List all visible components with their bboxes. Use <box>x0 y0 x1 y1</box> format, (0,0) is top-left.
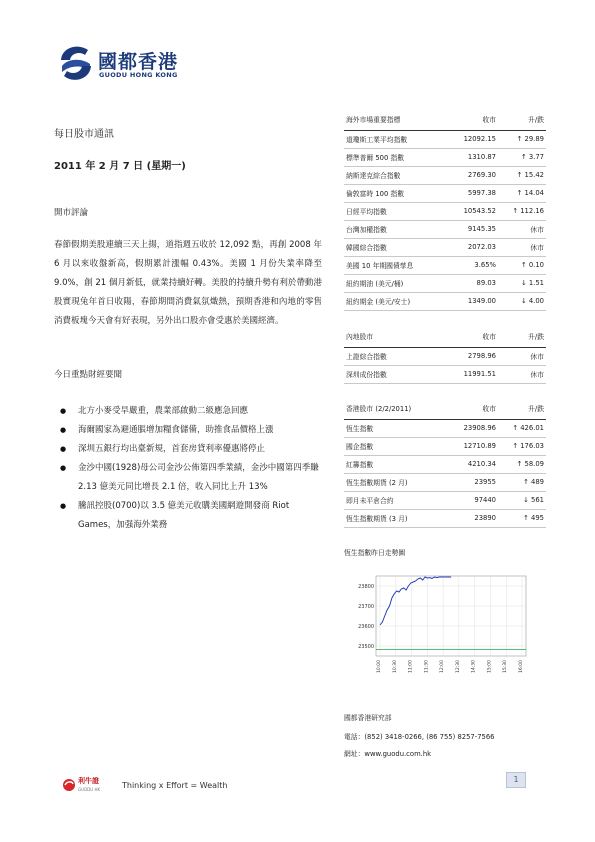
logo-mark-icon <box>58 44 94 82</box>
commentary-text: 春節假期美股連續三天上揚，道指週五收於 12,092 點，再創 2008 年 6 月以來收盤新高，假期累計漲幅 0.43%。美國 1 月份失業率降至 9.0%，創 21 個月新低，就業持續好轉。美股的持續升勢有利於帶動港股實現兔年首日收陽，春節期間消費氣氛熾熱，預期香港和內地的零售消費板塊今天會有好表現，另外出口股亦會受惠於美國經濟。 <box>54 240 322 326</box>
contact-phone: 電話：(852) 3418-0266, (86 755) 8257-7566 <box>344 733 495 741</box>
change-value: ↑ 0.10 <box>521 261 544 269</box>
table-header-row <box>344 325 546 347</box>
column-header: 海外市場重要指標 <box>344 108 448 130</box>
table-row <box>344 473 546 491</box>
company-logo <box>58 44 218 84</box>
table-row <box>344 238 546 256</box>
logo-name: 國都香港 <box>98 51 179 73</box>
news-item: ● 深圳五銀行均出臺新規，首套房貸利率優惠將停止 <box>60 440 322 459</box>
index-name: 日經平均指數 <box>346 208 387 216</box>
column-header: 收市 <box>448 108 498 130</box>
close-value: 97440 <box>474 496 496 504</box>
table-row <box>344 455 546 473</box>
y-tick-label: 23700 <box>358 604 374 610</box>
x-tick-label: 15:00 <box>487 660 493 673</box>
news-item: ● 騰訊控股(0700)以 3.5 億美元收購美國網遊開發商 Riot Games，加强海外業務 <box>60 497 322 535</box>
table-row <box>344 437 546 455</box>
change-value: ↑ 489 <box>523 478 544 486</box>
plot-area <box>376 576 526 656</box>
index-name: 韓國綜合指數 <box>346 244 387 252</box>
column-header: 升/跌 <box>498 397 546 419</box>
x-tick-label: 16:00 <box>519 660 524 673</box>
change-value: ↑ 58.09 <box>516 460 544 468</box>
news-list <box>60 402 322 535</box>
column-header: 升/跌 <box>498 108 546 130</box>
column-header: 升/跌 <box>498 325 546 347</box>
close-value: 1310.87 <box>467 153 496 161</box>
x-tick-label: 15:30 <box>503 660 509 673</box>
index-name: 紅籌指數 <box>346 461 374 469</box>
index-name: 倫敦富時 100 指數 <box>346 190 405 198</box>
table-row <box>344 419 546 437</box>
footer-logo-text: 利牛證 <box>78 777 99 785</box>
x-tick-label: 14:30 <box>471 660 477 673</box>
page-number: 1 <box>506 772 526 788</box>
index-name: 恆生指數期貨 (2 月) <box>346 479 408 487</box>
change-value: ↓ 1.51 <box>521 279 544 287</box>
change-value: ↑ 29.89 <box>516 135 544 143</box>
footer-slogan: Thinking x Effort = Wealth <box>122 781 228 790</box>
change-value: ↑ 112.16 <box>512 207 544 215</box>
table-row <box>344 202 546 220</box>
close-value: 5997.38 <box>467 189 496 197</box>
overseas-markets-table <box>344 108 546 311</box>
x-tick-label: 10:30 <box>392 660 398 673</box>
close-value: 3.65% <box>474 261 496 269</box>
table-row <box>344 347 546 365</box>
change-value: 休市 <box>530 353 544 361</box>
table-row <box>344 509 546 527</box>
footer-logo-subtitle: GUODU HK <box>78 787 101 792</box>
close-value: 12092.15 <box>463 135 496 143</box>
table-row <box>344 274 546 292</box>
logo-subtitle: GUODU HONG KONG <box>99 71 178 79</box>
contact-company: 國都香港研究部 <box>344 714 392 722</box>
table-header-row <box>344 108 546 130</box>
report-date: 2011 年 2 月 7 日 (星期一) <box>54 161 186 172</box>
change-value: ↓ 4.00 <box>521 297 544 305</box>
close-value: 89.03 <box>476 279 496 287</box>
change-value: 休市 <box>530 371 544 379</box>
column-header: 香港股市 (2/2/2011) <box>344 397 448 419</box>
change-value: ↑ 426.01 <box>512 424 544 432</box>
news-item: ● 海爾國家為避通脹增加糧食儲備，助推食品價格上漲 <box>60 421 322 440</box>
close-value: 10543.52 <box>463 207 496 215</box>
close-value: 12710.89 <box>463 442 496 450</box>
change-value: ↑ 14.04 <box>516 189 544 197</box>
index-name: 紐約期金 (美元/安士) <box>346 298 411 306</box>
table-header-row <box>344 397 546 419</box>
y-tick-label: 23600 <box>358 624 374 630</box>
close-value: 2798.96 <box>467 352 496 360</box>
x-tick-label: 12:00 <box>440 660 446 673</box>
index-name: 恆生指數 <box>346 425 374 433</box>
table-row <box>344 184 546 202</box>
news-item: ● 北方小麥受旱嚴重，農業部啟動二級應急回應 <box>60 402 322 421</box>
change-value: ↑ 495 <box>523 514 544 522</box>
hsi-intraday-chart <box>344 570 544 690</box>
close-value: 11991.51 <box>463 370 496 378</box>
close-value: 9145.35 <box>467 225 496 233</box>
table-row <box>344 365 546 383</box>
hongkong-markets-table <box>344 397 546 528</box>
table-row <box>344 256 546 274</box>
change-value: ↑ 3.77 <box>521 153 544 161</box>
index-name: 紐約期油 (美元/桶) <box>346 280 404 288</box>
y-tick-label: 23800 <box>358 584 374 590</box>
news-item: ● 金沙中國(1928)母公司金沙公佈第四季業績，金沙中國第四季賺 2.13 億美元同比增長 2.1 倍，收入同比上升 13% <box>60 459 322 497</box>
index-name: 美國 10 年期國債孳息 <box>346 262 414 270</box>
index-name: 深圳成份指數 <box>346 371 387 379</box>
y-tick-label: 23500 <box>358 644 374 650</box>
commentary-heading: 開市評論 <box>54 208 89 218</box>
change-value: ↑ 176.03 <box>512 442 544 450</box>
close-value: 2769.30 <box>467 171 496 179</box>
column-header: 收市 <box>448 397 498 419</box>
index-name: 道瓊斯工業平均指數 <box>346 136 408 144</box>
x-tick-label: 10:00 <box>377 660 382 673</box>
contact-website: 網址：www.guodu.com.hk <box>344 750 432 758</box>
index-name: 國企指數 <box>346 443 374 451</box>
column-header: 收市 <box>448 325 498 347</box>
footer-logo-mark-icon <box>62 778 76 792</box>
index-name: 恆生指數期貨 (3 月) <box>346 515 408 523</box>
table-row <box>344 220 546 238</box>
column-header: 內地股市 <box>344 325 448 347</box>
table-row <box>344 166 546 184</box>
close-value: 23890 <box>474 514 496 522</box>
report-title: 每日股市通訊 <box>54 129 114 140</box>
close-value: 2072.03 <box>467 243 496 251</box>
table-row <box>344 148 546 166</box>
table-row <box>344 491 546 509</box>
close-value: 23908.96 <box>463 424 496 432</box>
x-tick-label: 11:00 <box>408 660 414 673</box>
close-value: 1349.00 <box>467 297 496 305</box>
change-value: 休市 <box>530 244 544 252</box>
index-name: 即月未平倉合約 <box>346 497 394 505</box>
change-value: ↑ 15.42 <box>516 171 544 179</box>
change-value: 休市 <box>530 226 544 234</box>
news-heading: 今日重點財經要聞 <box>54 370 123 380</box>
table-row <box>344 130 546 148</box>
footer-logo <box>62 776 114 798</box>
close-value: 4210.34 <box>467 460 496 468</box>
index-name: 納斯達克綜合指數 <box>346 172 401 180</box>
close-value: 23955 <box>474 478 496 486</box>
index-name: 上證綜合指數 <box>346 353 387 361</box>
index-name: 標準普爾 500 指數 <box>346 154 405 162</box>
change-value: ↓ 561 <box>523 496 544 504</box>
chart-title: 恆生指數昨日走勢圖 <box>344 549 406 557</box>
index-name: 台灣加權指數 <box>346 226 387 234</box>
mainland-markets-table <box>344 325 546 384</box>
table-row <box>344 292 546 310</box>
x-tick-label: 12:30 <box>455 660 461 673</box>
x-tick-label: 11:30 <box>424 660 430 673</box>
